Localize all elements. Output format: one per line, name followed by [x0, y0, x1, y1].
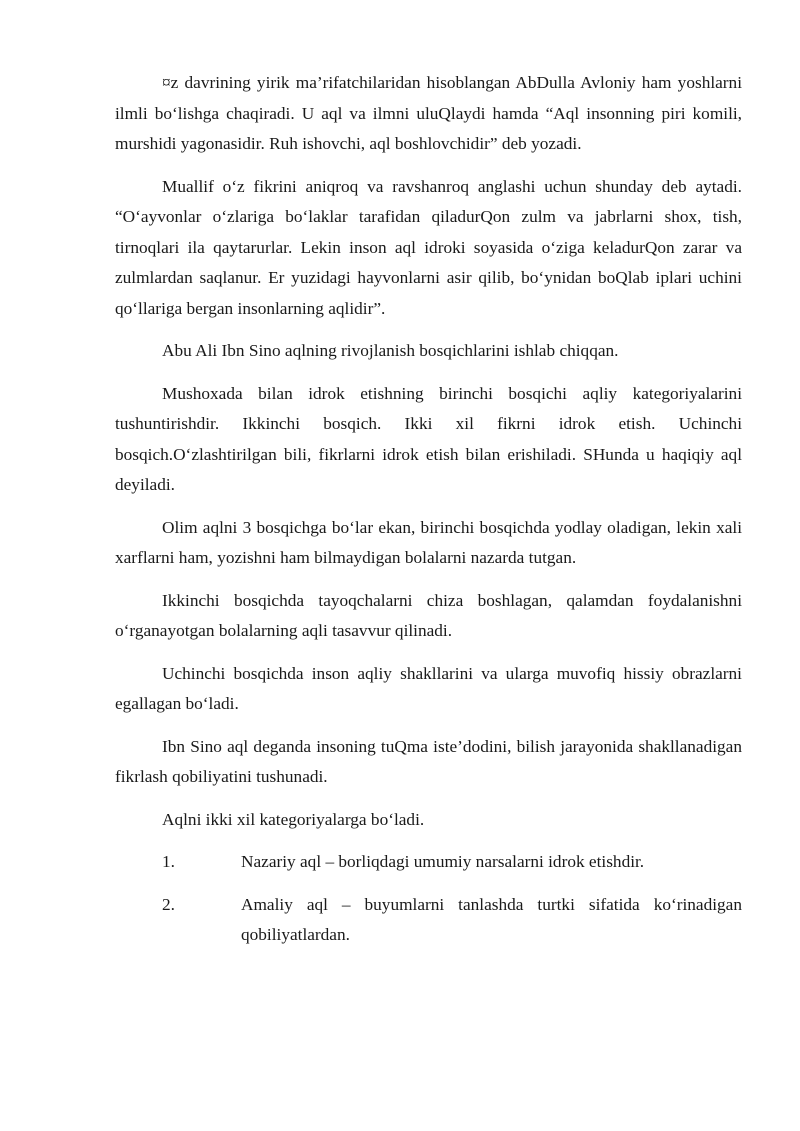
list-item — [115, 890, 742, 951]
list-number: 2. — [162, 894, 175, 914]
list-text: Nazariy aql – borliqdagi umumiy narsalarni idrok etishdir. — [241, 852, 645, 871]
paragraph-first-stage: Olim aqlni 3 bosqichga bo‘lar ekan, birinchi bosqichda yodlay oladigan, lekin xali xarflarni ham, yozishni ham bilmaydigan bolalarni nazarda tutgan. — [115, 517, 742, 567]
list-text: Amaliy aql – buyumlarni tanlashda turtki sifatida ko‘rinadigan qobiliyatlardan. — [241, 894, 742, 944]
paragraph-muallif: Muallif o‘z fikrini aniqroq va ravshanroq anglashi uchun shunday deb aytadi. “O‘ayvonlar o‘zlariga bo‘laklar tarafidan qiladurQon zulm va jabrlarni shox, tish, tirnoqlari ila qaytarurlar. Lekin inson aql idroki soyasida o‘ziga keladurQon zarar va zulmlardan saqlanur. Er yuzidagi hayvonlarni asir qilib, bo‘ynidan boQlab iplari uchini qo‘llariga bergan insonlarning aqlidir”. — [115, 176, 742, 318]
paragraph-second-stage: Ikkinchi bosqichda tayoqchalarni chiza boshlagan, qalamdan foydalanishni o‘rganayotgan bolalarning aqli tasavvur qilinadi. — [115, 590, 742, 640]
paragraph-ibn-sino-stages: Abu Ali Ibn Sino aqlning rivojlanish bosqichlarini ishlab chiqqan. — [162, 341, 619, 360]
paragraph-mushoxada: Mushoxada bilan idrok etishning birinchi bosqichi aqliy kategoriyalarini tushuntirishdir. Ikkinchi bosqich. Ikki xil fikrni idrok etish. Uchinchi bosqich.O‘zlashtirilgan bili, fikrlarni idrok etish bilan erishiladi. SHunda u haqiqiy aql deyiladi. — [115, 383, 742, 494]
paragraph-ibn-sino-aql: Ibn Sino aql deganda insoning tuQma iste’dodini, bilish jarayonida shakllanadigan fikrlash qobiliyatini tushunadi. — [115, 736, 742, 786]
list-item — [115, 847, 742, 878]
paragraph-third-stage: Uchinchi bosqichda inson aqliy shakllarini va ularga muvofiq hissiy obrazlarni egallagan bo‘ladi. — [115, 663, 742, 713]
paragraph-categories: Aqlni ikki xil kategoriyalarga bo‘ladi. — [162, 809, 425, 829]
list-number: 1. — [162, 852, 175, 871]
document-page — [115, 68, 742, 963]
paragraph-avloniy: ¤z davrining yirik ma’rifatchilaridan hisoblangan AbDulla Avloniy ham yoshlarni ilmli bo‘lishga chaqiradi. U aql va ilmni uluQlaydi hamda “Aql insonning piri komili, murshidi yagonasidir. Ruh ishovchi, aql boshlovchidir” deb yozadi. — [115, 73, 742, 153]
